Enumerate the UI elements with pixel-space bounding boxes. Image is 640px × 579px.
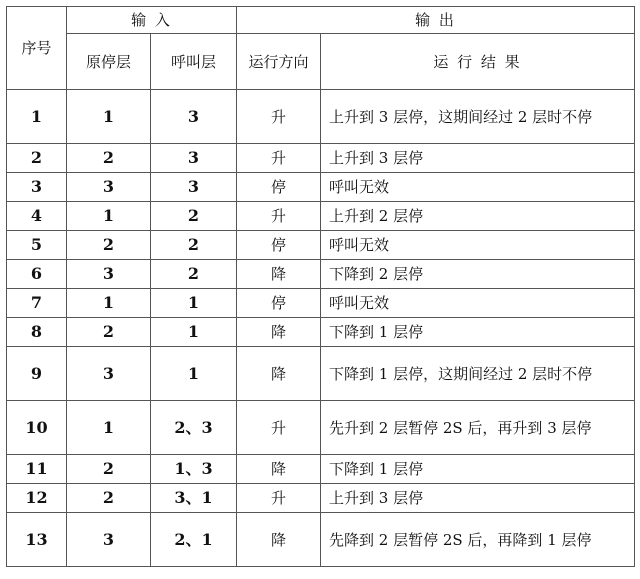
cell-result: 下降到 1 层停 [321,455,635,484]
cell-seq: 2 [7,144,67,173]
cell-direction: 停 [237,173,321,202]
header-input-group: 输 入 [67,7,237,34]
cell-direction: 停 [237,289,321,318]
cell-call-floor: 3 [151,173,237,202]
cell-call-floor: 1 [151,347,237,401]
cell-seq: 7 [7,289,67,318]
cell-seq: 11 [7,455,67,484]
cell-call-floor: 2 [151,202,237,231]
cell-orig-floor: 2 [67,318,151,347]
cell-seq: 10 [7,401,67,455]
cell-result: 先降到 2 层暂停 2S 后，再降到 1 层停 [321,513,635,567]
cell-orig-floor: 2 [67,455,151,484]
cell-call-floor: 2、1 [151,513,237,567]
cell-direction: 停 [237,231,321,260]
cell-direction: 升 [237,202,321,231]
header-orig-floor: 原停层 [67,34,151,90]
cell-call-floor: 3 [151,144,237,173]
cell-orig-floor: 1 [67,90,151,144]
table-row [7,484,635,513]
cell-seq: 3 [7,173,67,202]
header-direction: 运行方向 [237,34,321,90]
table-row [7,455,635,484]
cell-orig-floor: 3 [67,173,151,202]
table-row [7,144,635,173]
cell-seq: 9 [7,347,67,401]
table-row [7,231,635,260]
cell-seq: 8 [7,318,67,347]
cell-result: 上升到 3 层停，这期间经过 2 层时不停 [321,90,635,144]
cell-result: 上升到 3 层停 [321,144,635,173]
table-row [7,401,635,455]
cell-call-floor: 2 [151,260,237,289]
header-seq: 序号 [7,7,67,90]
cell-seq: 1 [7,90,67,144]
cell-orig-floor: 2 [67,484,151,513]
cell-seq: 13 [7,513,67,567]
cell-call-floor: 2 [151,231,237,260]
cell-result: 先升到 2 层暂停 2S 后，再升到 3 层停 [321,401,635,455]
cell-direction: 升 [237,401,321,455]
cell-direction: 降 [237,318,321,347]
cell-direction: 降 [237,260,321,289]
cell-seq: 12 [7,484,67,513]
cell-orig-floor: 3 [67,260,151,289]
cell-result: 呼叫无效 [321,231,635,260]
cell-call-floor: 1、3 [151,455,237,484]
table-row [7,260,635,289]
cell-orig-floor: 1 [67,401,151,455]
elevator-logic-table [6,6,635,567]
cell-call-floor: 3 [151,90,237,144]
cell-result: 下降到 1 层停，这期间经过 2 层时不停 [321,347,635,401]
cell-direction: 升 [237,144,321,173]
cell-seq: 5 [7,231,67,260]
cell-result: 下降到 1 层停 [321,318,635,347]
cell-call-floor: 1 [151,318,237,347]
cell-direction: 降 [237,347,321,401]
cell-seq: 6 [7,260,67,289]
cell-orig-floor: 2 [67,144,151,173]
table-row [7,173,635,202]
cell-direction: 升 [237,90,321,144]
cell-result: 上升到 3 层停 [321,484,635,513]
cell-result: 上升到 2 层停 [321,202,635,231]
table-row [7,347,635,401]
cell-result: 呼叫无效 [321,289,635,318]
table-row [7,202,635,231]
cell-direction: 降 [237,455,321,484]
cell-orig-floor: 1 [67,202,151,231]
cell-result: 呼叫无效 [321,173,635,202]
header-result: 运 行 结 果 [321,34,635,90]
table-row [7,513,635,567]
cell-direction: 降 [237,513,321,567]
cell-orig-floor: 3 [67,347,151,401]
cell-call-floor: 1 [151,289,237,318]
cell-call-floor: 2、3 [151,401,237,455]
table-row [7,289,635,318]
cell-result: 下降到 2 层停 [321,260,635,289]
table-row [7,318,635,347]
cell-orig-floor: 2 [67,231,151,260]
table-row [7,90,635,144]
header-output-group: 输 出 [237,7,635,34]
cell-orig-floor: 3 [67,513,151,567]
cell-direction: 升 [237,484,321,513]
cell-call-floor: 3、1 [151,484,237,513]
header-call-floor: 呼叫层 [151,34,237,90]
cell-seq: 4 [7,202,67,231]
cell-orig-floor: 1 [67,289,151,318]
